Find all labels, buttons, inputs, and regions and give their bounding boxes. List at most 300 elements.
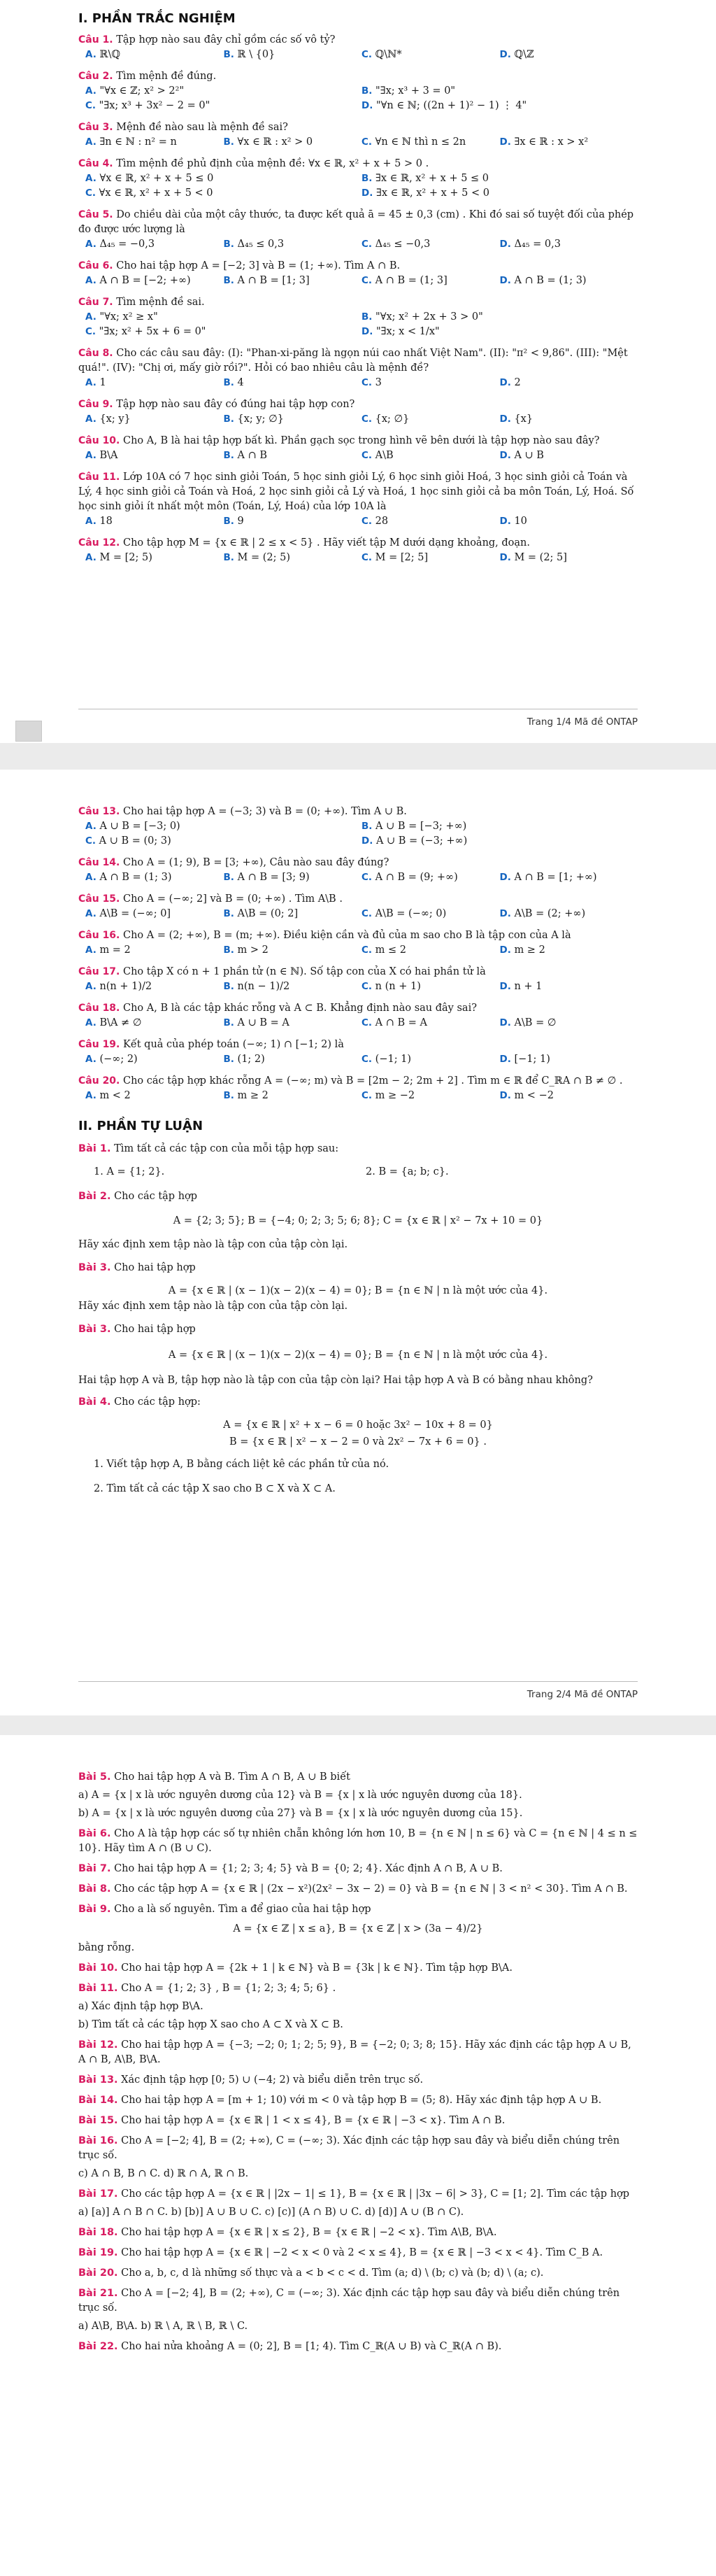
exercise-number: Bài 18.: [78, 2227, 118, 2238]
exercise-3a-sets: A = {x ∈ ℝ | (x − 1)(x − 2)(x − 4) = 0}; B = {n ∈ ℕ | n là một ước của 4}.: [168, 1285, 548, 1296]
option-text: B\A ≠ ∅: [99, 1017, 142, 1028]
option-text: m < −2: [514, 1090, 554, 1101]
option-text: A ∪ B = [−3; 0): [99, 821, 180, 832]
answer-option: [361, 325, 638, 339]
option-letter: B.: [223, 239, 234, 250]
answer-option: [224, 1089, 362, 1103]
answer-option: [500, 514, 638, 529]
question-text: Tìm mệnh đề phủ định của mệnh đề: ∀x ∈ ℝ, x² + x + 5 > 0 .: [116, 158, 429, 169]
page-footer: Trang 1/4 Mã đề ONTAP: [527, 716, 638, 728]
option-text: m ≤ 2: [375, 944, 406, 956]
option-text: A\B = ∅: [514, 1017, 557, 1028]
answer-options: [85, 274, 638, 288]
option-letter: A.: [85, 136, 96, 148]
question-text: Cho các tập hợp khác rỗng A = (−∞; m) và B = [2m − 2; 2m + 2] . Tìm m ∈ ℝ để C_ℝA ∩ B ≠ ∅ .: [122, 1075, 623, 1087]
answer-option: [361, 551, 500, 565]
option-text: ∀x ∈ ℝ : x² > 0: [237, 136, 313, 148]
option-text: A ∪ B = (−3; +∞): [375, 835, 468, 847]
option-text: Δ₄₅ ≤ −0,3: [375, 239, 431, 250]
answer-option: [85, 1052, 224, 1067]
option-text: "∃x; x³ + 3 = 0": [375, 85, 456, 97]
option-letter: D.: [499, 1090, 511, 1101]
option-text: "∃x; x < 1/x": [375, 326, 440, 337]
exercise-line: [78, 2167, 638, 2181]
answer-option: [85, 84, 361, 99]
question-number: Câu 7.: [78, 297, 113, 308]
option-letter: A.: [85, 1054, 96, 1065]
answer-option: [85, 1089, 224, 1103]
question: [78, 1038, 638, 1052]
option-letter: A.: [85, 981, 96, 992]
answer-option: [224, 1052, 362, 1067]
exercise-text: Cho hai tập hợp A = {2k + 1 | k ∈ ℕ} và B = {3k | k ∈ ℕ}. Tìm tập hợp B\A.: [121, 1962, 513, 1974]
exercise-text: b) Tìm tất cả các tập hợp X sao cho A ⊂ X và X ⊂ B.: [78, 2019, 343, 2030]
option-text: 28: [375, 516, 389, 527]
option-letter: D.: [499, 136, 511, 148]
exercise-4-set-b: B = {x ∈ ℝ | x² − x − 2 = 0 và 2x² − 7x + 6 = 0} .: [229, 1436, 487, 1448]
question-text: Cho A = (1; 9), B = [3; +∞), Câu nào sau đây đúng?: [122, 857, 389, 868]
exercise-4-part-1: 1. Viết tập hợp A, B bằng cách liệt kê các phần tử của nó.: [94, 1459, 389, 1470]
question: [78, 346, 638, 376]
exercise-text: Cho hai tập hợp A = {x ∈ ℝ | 1 < x ≤ 4}, B = {x ∈ ℝ | −3 < x}. Tìm A ∩ B.: [121, 2115, 506, 2126]
option-letter: D.: [499, 516, 511, 527]
question: [78, 892, 638, 907]
exercise-text: a) A = {x | x là ước nguyên dương của 12} và B = {x | x là ước nguyên dương của 18}.: [78, 1790, 522, 1801]
option-letter: D.: [361, 187, 373, 199]
answer-option: [224, 1016, 362, 1031]
option-letter: C.: [85, 187, 96, 199]
option-letter: B.: [361, 311, 373, 323]
option-text: A\B = (−∞; 0]: [99, 908, 171, 919]
exercise-text: a) A\B, B\A. b) ℝ \ A, ℝ \ B, ℝ \ C.: [78, 2321, 248, 2332]
exercise-3b-sets: A = {x ∈ ℝ | (x − 1)(x − 2)(x − 4) = 0}; B = {n ∈ ℕ | n là một ước của 4}.: [168, 1350, 548, 1361]
option-text: "∀x; x² + 2x + 3 > 0": [375, 311, 483, 323]
answer-option: [85, 1016, 224, 1031]
question: [78, 470, 638, 514]
answer-option: [361, 943, 500, 958]
page-nav-tab[interactable]: [15, 721, 42, 742]
question-text: Tìm mệnh đề sai.: [116, 297, 205, 308]
exercise-number: Bài 8.: [78, 1883, 111, 1895]
option-text: ℝ\ℚ: [99, 49, 121, 60]
option-letter: A.: [85, 311, 96, 323]
exercise-text: Cho hai tập hợp A = {x ∈ ℝ | x ≤ 2}, B = {x ∈ ℝ | −2 < x}. Tìm A\B, B\A.: [121, 2227, 497, 2238]
option-letter: A.: [85, 872, 96, 883]
question: [78, 157, 638, 171]
option-text: Δ₄₅ = −0,3: [99, 239, 155, 250]
question-text: Cho các câu sau đây: (I): "Phan-xi-păng là ngọn núi cao nhất Việt Nam". (II): "π² < 9,86". (III): "Mệt quá!". (IV): "Chị ơi, mấy giờ rồi?". Hỏi có bao nhiêu câu là mệnh đề?: [78, 348, 628, 374]
question-text: Tập hợp nào sau đây chỉ gồm các số vô tỷ?: [116, 34, 336, 45]
answer-options: [85, 171, 638, 201]
exercise-2: Bài 2. Cho các tập hợp: [78, 1191, 198, 1202]
answer-option: [361, 48, 500, 62]
question-number: Câu 16.: [78, 930, 120, 941]
footer-rule: [78, 1681, 638, 1682]
exercise: [78, 1770, 638, 1785]
exercise-number: Bài 20.: [78, 2267, 118, 2279]
option-text: ℚ\ℕ*: [375, 49, 402, 60]
question-text: Do chiều dài của một cây thước, ta được kết quả ā = 45 ± 0,3 (cm) . Khi đó sai số tuyệt đối của phép đo được ước lượng là: [78, 209, 634, 235]
option-text: A ∪ B: [514, 450, 544, 461]
exercise-4-part-2: 2. Tìm tất cả các tập X sao cho B ⊂ X và X ⊂ A.: [94, 1483, 336, 1494]
exercise-part: 1. A = {1; 2}.: [94, 1166, 165, 1177]
answer-option: [85, 310, 361, 325]
exercise-text: a) Xác định tập hợp B\A.: [78, 2001, 203, 2012]
exercise-2-question: Hãy xác định xem tập nào là tập con của tập còn lại.: [78, 1239, 348, 1250]
answer-option: [85, 448, 224, 463]
option-letter: C.: [361, 49, 373, 60]
exercise-line: [78, 1941, 638, 1955]
exercise-text: Cho hai tập hợp A = {x ∈ ℝ | −2 < x < 0 và 2 < x ≤ 4}, B = {x ∈ ℝ | −3 < x < 4}. Tìm C_B A.: [121, 2247, 603, 2258]
answer-option: [361, 171, 638, 186]
option-text: n(n − 1)/2: [237, 981, 290, 992]
option-text: ∃x ∈ ℝ : x > x²: [514, 136, 589, 148]
exercise-number: Bài 15.: [78, 2115, 118, 2126]
option-text: M = (2; 5): [237, 552, 291, 563]
exercise-1: Bài 1. Tìm tất cả các tập con của mỗi tập hợp sau:: [78, 1143, 339, 1154]
question-number: Câu 1.: [78, 34, 113, 45]
question-text: Cho hai tập hợp A = [−2; 3] và B = (1; +∞). Tìm A ∩ B.: [116, 260, 401, 271]
answer-options: [85, 907, 638, 921]
answer-options: [85, 135, 638, 150]
question-text: Cho hai tập hợp A = (−3; 3) và B = (0; +∞). Tìm A ∪ B.: [122, 806, 407, 817]
exercise-number: Bài 9.: [78, 1904, 111, 1915]
option-text: n (n + 1): [375, 981, 421, 992]
option-letter: C.: [361, 450, 373, 461]
answer-option: [224, 979, 362, 994]
option-letter: B.: [223, 944, 234, 956]
answer-option: [500, 135, 638, 150]
option-text: B\A: [99, 450, 118, 461]
option-letter: C.: [361, 981, 373, 992]
answer-option: [224, 551, 362, 565]
answer-option: [500, 376, 638, 390]
question-text: Cho tập X có n + 1 phần tử (n ∈ ℕ). Số tập con của X có hai phần tử là: [122, 966, 486, 977]
option-letter: A.: [85, 413, 96, 425]
option-letter: C.: [361, 1054, 373, 1065]
exercise-number: Bài 7.: [78, 1863, 111, 1874]
option-letter: B.: [223, 377, 234, 388]
answer-options: [85, 943, 638, 958]
answer-option: [85, 907, 224, 921]
option-letter: A.: [85, 85, 96, 97]
option-letter: C.: [361, 552, 373, 563]
exercise: [78, 1862, 638, 1876]
question-text: Cho tập hợp M = {x ∈ ℝ | 2 ≤ x < 5} . Hãy viết tập M dưới dạng khoảng, đoạn.: [122, 537, 531, 549]
option-text: M = [2; 5): [99, 552, 152, 563]
answer-option: [361, 448, 500, 463]
exercise-number: Bài 14.: [78, 2095, 118, 2106]
answer-option: [361, 412, 500, 427]
exercise-4-set-a: A = {x ∈ ℝ | x² + x − 6 = 0 hoặc 3x² − 10x + 8 = 0}: [223, 1420, 493, 1431]
option-letter: B.: [223, 552, 234, 563]
exercise-text: Cho a, b, c, d là những số thực và a < b < c < d. Tìm (a; d) \ (b; c) và (b; d) \ (a; c).: [121, 2267, 544, 2279]
question: [78, 856, 638, 870]
exercise: [78, 1827, 638, 1856]
page-1: [0, 0, 716, 743]
exercise: [78, 1882, 638, 1897]
option-text: m ≥ −2: [375, 1090, 415, 1101]
answer-options: [85, 84, 638, 113]
exercise: [78, 2073, 638, 2088]
option-letter: B.: [361, 85, 373, 97]
exercise-text: Cho các tập hợp A = {x ∈ ℝ | (2x − x²)(2x² − 3x − 2) = 0} và B = {n ∈ ℕ | 3 < n² < 30}. Tìm A ∩ B.: [114, 1883, 628, 1895]
option-text: {x; ∅}: [375, 413, 410, 425]
answer-option: [361, 135, 500, 150]
exercise: [78, 2187, 638, 2202]
option-text: A\B = (0; 2]: [237, 908, 299, 919]
option-letter: D.: [499, 49, 511, 60]
answer-option: [361, 514, 500, 529]
answer-option: [224, 870, 362, 885]
answer-options: [85, 1052, 638, 1067]
option-text: A ∩ B = (9; +∞): [375, 872, 458, 883]
answer-option: [85, 135, 224, 150]
answer-option: [85, 514, 224, 529]
option-text: A ∪ B = (0; 3): [99, 835, 171, 847]
answer-option: [224, 237, 362, 252]
exercise-text: Cho A = {1; 2; 3} , B = {1; 2; 3; 4; 5; 6} .: [121, 1983, 336, 1994]
question: [78, 120, 638, 135]
option-text: {x}: [514, 413, 534, 425]
question-text: Kết quả của phép toán (−∞; 1) ∩ [−1; 2) là: [122, 1039, 344, 1050]
question-number: Câu 3.: [78, 122, 113, 133]
question-text: Cho A, B là hai tập hợp bất kì. Phần gạch sọc trong hình vẽ bên dưới là tập hợp nào sau đây?: [122, 435, 600, 446]
answer-option: [85, 979, 224, 994]
option-letter: D.: [499, 552, 511, 563]
option-text: {x; y; ∅}: [237, 413, 284, 425]
question-text: Tập hợp nào sau đây có đúng hai tập hợp con?: [116, 399, 355, 410]
option-letter: D.: [499, 450, 511, 461]
question-number: Câu 20.: [78, 1075, 120, 1087]
answer-option: [224, 514, 362, 529]
question-number: Câu 5.: [78, 209, 113, 220]
option-letter: D.: [499, 275, 511, 286]
answer-options: [85, 870, 638, 885]
answer-option: [224, 376, 362, 390]
answer-option: [361, 907, 500, 921]
exercise-text: Xác định tập hợp [0; 5) ∪ (−4; 2) và biểu diễn trên trục số.: [121, 2074, 424, 2086]
section-title-essay: II. PHẦN TỰ LUẬN: [78, 1119, 203, 1133]
option-letter: C.: [361, 944, 373, 956]
option-text: ∃x ∈ ℝ, x² + x + 5 < 0: [375, 187, 489, 199]
answer-options: [85, 514, 638, 529]
option-text: ℚ\ℤ: [514, 49, 534, 60]
page-footer: Trang 2/4 Mã đề ONTAP: [527, 1689, 638, 1700]
exercise-2-sets: A = {2; 3; 5}; B = {−4; 0; 2; 3; 5; 6; 8}; C = {x ∈ ℝ | x² − 7x + 10 = 0}: [173, 1215, 543, 1226]
answer-options: [85, 551, 638, 565]
option-letter: A.: [85, 908, 96, 919]
option-text: M = (2; 5]: [514, 552, 567, 563]
option-text: "∃x; x³ + 3x² − 2 = 0": [99, 100, 210, 111]
option-letter: D.: [499, 908, 511, 919]
answer-option: [361, 186, 638, 201]
exercise-number: Bài 5.: [78, 1771, 111, 1783]
exercise: [78, 2286, 638, 2316]
question-number: Câu 13.: [78, 806, 120, 817]
question: [78, 805, 638, 819]
option-text: m = 2: [99, 944, 131, 956]
exercise-text: a) [a)] A ∩ B ∩ C. b) [b)] A ∪ B ∪ C. c) [c)] (A ∩ B) ∪ C. d) [d)] A ∪ (B ∩ C).: [78, 2207, 464, 2218]
option-text: A ∪ B = [−3; +∞): [375, 821, 467, 832]
exercise: [78, 2134, 638, 2163]
question: [78, 965, 638, 979]
exercise-text: Cho hai tập hợp A = {1; 2; 3; 4; 5} và B = {0; 2; 4}. Xác định A ∩ B, A ∪ B.: [114, 1863, 503, 1874]
answer-option: [500, 274, 638, 288]
exercise-3a: Bài 3. Cho hai tập hợp: [78, 1262, 196, 1273]
exercise: [78, 2093, 638, 2108]
answer-option: [361, 1089, 500, 1103]
exercise-list: [78, 1770, 638, 2354]
question-number: Câu 17.: [78, 966, 120, 977]
answer-option: [361, 237, 500, 252]
answer-option: [85, 237, 224, 252]
question-number: Câu 4.: [78, 158, 113, 169]
answer-option: [85, 870, 224, 885]
option-text: m ≥ 2: [237, 1090, 268, 1101]
answer-option: [224, 412, 362, 427]
question-number: Câu 9.: [78, 399, 113, 410]
option-letter: A.: [85, 377, 96, 388]
exercise-3b: Bài 3. Cho hai tập hợp: [78, 1324, 196, 1335]
answer-option: [224, 48, 362, 62]
option-letter: C.: [361, 239, 373, 250]
option-text: A ∩ B = (1; 3): [514, 275, 587, 286]
option-text: A\B = (2; +∞): [514, 908, 586, 919]
exercise-number: Bài 10.: [78, 1962, 118, 1974]
exercise-3a-question: Hãy xác định xem tập nào là tập con của tập còn lại.: [78, 1301, 348, 1312]
option-text: ∀x ∈ ℝ, x² + x + 5 ≤ 0: [99, 173, 214, 184]
exercise-text: Cho hai tập hợp A = [m + 1; 10) với m < 0 và tập hợp B = (5; 8). Hãy xác định tập hợp A ∪ B.: [121, 2095, 602, 2106]
question: [78, 1001, 638, 1016]
answer-option: [500, 870, 638, 885]
answer-option: [500, 1016, 638, 1031]
question-number: Câu 6.: [78, 260, 113, 271]
question: [78, 928, 638, 943]
option-text: m < 2: [99, 1090, 131, 1101]
option-text: (1; 2): [237, 1054, 265, 1065]
exercise-part: 2. B = {a; b; c}.: [366, 1166, 449, 1177]
answer-option: [500, 448, 638, 463]
exercise-number: Bài 21.: [78, 2288, 118, 2299]
option-text: A ∩ B = [3; 9): [237, 872, 310, 883]
answer-option: [361, 979, 500, 994]
option-text: A ∪ B = A: [237, 1017, 289, 1028]
option-letter: D.: [361, 326, 373, 337]
option-letter: B.: [223, 275, 234, 286]
exercise-number: Bài 19.: [78, 2247, 118, 2258]
question: [78, 69, 638, 84]
exercise-text: Cho hai nửa khoảng A = (0; 2], B = [1; 4). Tìm C_ℝ(A ∪ B) và C_ℝ(A ∩ B).: [121, 2341, 502, 2352]
option-letter: D.: [361, 100, 373, 111]
option-text: n + 1: [514, 981, 543, 992]
option-letter: C.: [85, 326, 96, 337]
option-letter: B.: [223, 1054, 234, 1065]
question: [78, 208, 638, 237]
exercise-text: A = {x ∈ ℤ | x ≤ a}, B = {x ∈ ℤ | x > (3a − 4)/2}: [233, 1923, 483, 1934]
option-letter: D.: [361, 835, 373, 847]
answer-option: [361, 84, 638, 99]
answer-option: [85, 274, 224, 288]
answer-option: [85, 834, 361, 849]
option-letter: B.: [223, 450, 234, 461]
exercise-text: Cho A là tập hợp các số tự nhiên chẵn không lớn hơn 10, B = {n ∈ ℕ | n ≤ 6} và C = {n ∈ ℕ | 4 ≤ n ≤ 10}. Hãy tìm A ∩ (B ∪ C).: [78, 1828, 638, 1854]
option-letter: C.: [361, 275, 373, 286]
answer-option: [85, 171, 361, 186]
question-number: Câu 10.: [78, 435, 120, 446]
answer-options: [85, 48, 638, 62]
answer-options: [85, 412, 638, 427]
option-text: A ∩ B = [1; 3]: [237, 275, 310, 286]
answer-option: [224, 274, 362, 288]
exercise-line: [78, 1788, 638, 1803]
option-text: "∀x ∈ ℤ; x² > 2²": [99, 85, 185, 97]
exercise-4: Bài 4. Cho các tập hợp:: [78, 1396, 201, 1408]
option-letter: D.: [499, 872, 511, 883]
option-letter: B.: [223, 516, 234, 527]
page-2: [0, 770, 716, 1715]
option-text: A ∩ B: [237, 450, 268, 461]
option-text: 1: [99, 377, 106, 388]
answer-option: [500, 943, 638, 958]
answer-options: [85, 1089, 638, 1103]
option-letter: B.: [223, 136, 234, 148]
answer-option: [361, 376, 500, 390]
option-letter: B.: [361, 821, 373, 832]
option-letter: A.: [85, 516, 96, 527]
answer-option: [500, 979, 638, 994]
option-text: m > 2: [237, 944, 268, 956]
option-text: M = [2; 5]: [375, 552, 429, 563]
answer-option: [85, 412, 224, 427]
option-letter: D.: [499, 944, 511, 956]
question-number: Câu 11.: [78, 472, 120, 483]
answer-option: [500, 1052, 638, 1067]
exercise-line: [78, 1806, 638, 1821]
option-letter: C.: [85, 100, 96, 111]
exercise-1-parts: [94, 1165, 638, 1180]
option-letter: C.: [361, 872, 373, 883]
exercise-number: Bài 22.: [78, 2341, 118, 2352]
answer-option: [85, 819, 361, 834]
exercise-number: Bài 17.: [78, 2188, 118, 2200]
option-text: ∀x ∈ ℝ, x² + x + 5 < 0: [99, 187, 213, 199]
option-text: 3: [375, 377, 382, 388]
answer-options: [85, 237, 638, 252]
option-letter: C.: [361, 1017, 373, 1028]
option-text: n(n + 1)/2: [99, 981, 152, 992]
answer-option: [85, 325, 361, 339]
question-text: Cho A = (2; +∞), B = (m; +∞). Điều kiện cần và đủ của m sao cho B là tập con của A là: [122, 930, 571, 941]
option-text: A ∩ B = [−2; +∞): [99, 275, 191, 286]
exercise-line: [78, 1920, 638, 1937]
option-text: "∀n ∈ ℕ; ((2n + 1)² − 1) ⋮ 4": [375, 100, 527, 111]
answer-option: [361, 870, 500, 885]
question-number: Câu 15.: [78, 893, 120, 905]
answer-option: [85, 48, 224, 62]
question-number: Câu 18.: [78, 1003, 120, 1014]
question-text: Mệnh đề nào sau là mệnh đề sai?: [116, 122, 288, 133]
question-number: Câu 2.: [78, 71, 113, 82]
exercise: [78, 2246, 638, 2260]
question: [78, 397, 638, 412]
option-text: 18: [99, 516, 113, 527]
answer-option: [500, 412, 638, 427]
answer-option: [224, 135, 362, 150]
answer-options: [85, 448, 638, 463]
question-number: Câu 14.: [78, 857, 120, 868]
option-text: ∃n ∈ ℕ : n² = n: [99, 136, 177, 148]
